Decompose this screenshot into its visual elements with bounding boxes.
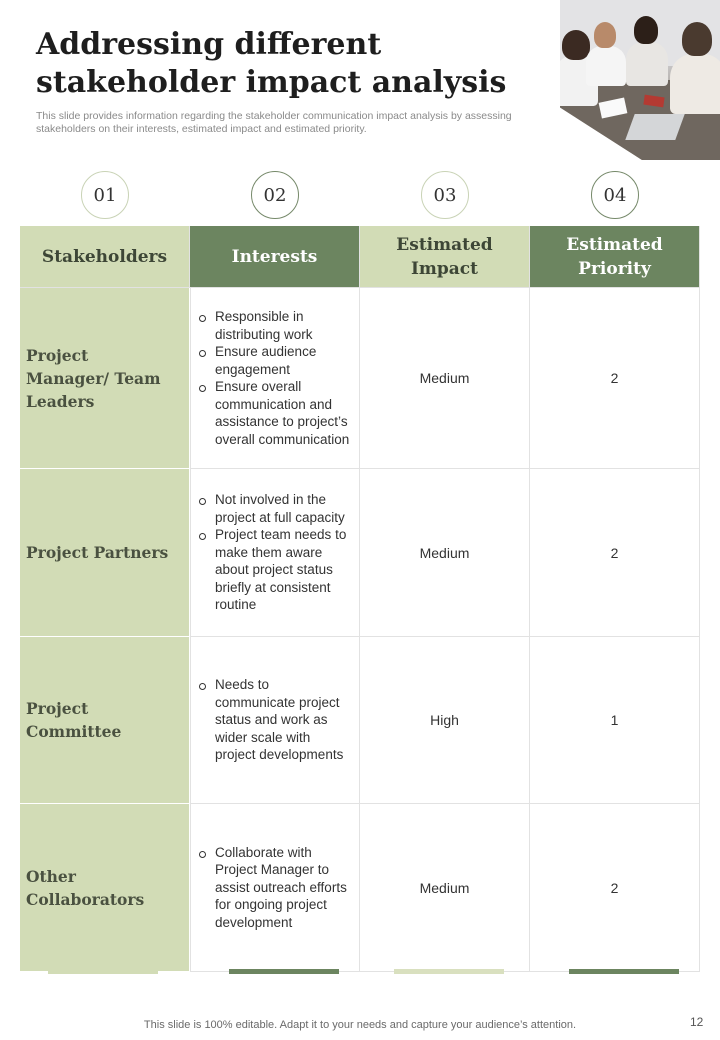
table-row [20,804,700,972]
list-item: Not involved in the project at full capacity [197,491,351,526]
step-number-2: 02 [251,171,299,219]
list-item: Collaborate with Project Manager to assist outreach efforts for ongoing project development [197,844,351,932]
stakeholder-name: Project Manager/ Team Leaders [20,288,190,469]
priority-value: 2 [530,804,700,972]
table-header-row [20,226,700,288]
impact-value: Medium [360,804,530,972]
stakeholder-name: Project Partners [20,469,190,637]
header-interests: Interests [190,226,360,288]
accent-bar-4 [569,969,679,974]
page-title: Addressing different stakeholder impact analysis [36,27,507,100]
stakeholder-name: Other Collaborators [20,804,190,972]
step-number-1: 01 [81,171,129,219]
impact-value: Medium [360,469,530,637]
priority-value: 2 [530,288,700,469]
team-meeting-photo [560,0,720,160]
list-item: Project team needs to make them aware about project status briefly at consistent routine [197,526,351,614]
footer-note: This slide is 100% editable. Adapt it to your needs and capture your audience’s attention. [143,1019,577,1031]
header-stakeholders: Stakeholders [20,226,190,288]
priority-value: 2 [530,469,700,637]
header-estimated-priority: Estimated Priority [530,226,700,288]
table-row [20,469,700,637]
page-number: 12 [690,1015,704,1029]
accent-bar-2 [229,969,339,974]
table-row [20,288,700,469]
list-item: Needs to communicate project status and work as wider scale with project developments [197,676,351,764]
interests-cell [190,637,360,804]
step-number-3: 03 [421,171,469,219]
table-row [20,637,700,804]
header-estimated-impact: Estimated Impact [360,226,530,288]
accent-bar-1 [48,969,158,974]
impact-value: Medium [360,288,530,469]
interests-cell [190,804,360,972]
step-number-4: 04 [591,171,639,219]
list-item: Ensure audience engagement [197,343,351,378]
stakeholder-name: Project Committee [20,637,190,804]
accent-bar-3 [394,969,504,974]
impact-value: High [360,637,530,804]
page-subtitle: This slide provides information regarding the stakeholder communication impact analysis by assessing stakeholders on their interests, estimated impact and estimated priority. [36,110,512,135]
list-item: Responsible in distributing work [197,308,351,343]
interests-cell [190,288,360,469]
stakeholder-table [20,226,700,972]
interests-cell [190,469,360,637]
list-item: Ensure overall communication and assistance to project’s overall communication [197,378,351,448]
priority-value: 1 [530,637,700,804]
